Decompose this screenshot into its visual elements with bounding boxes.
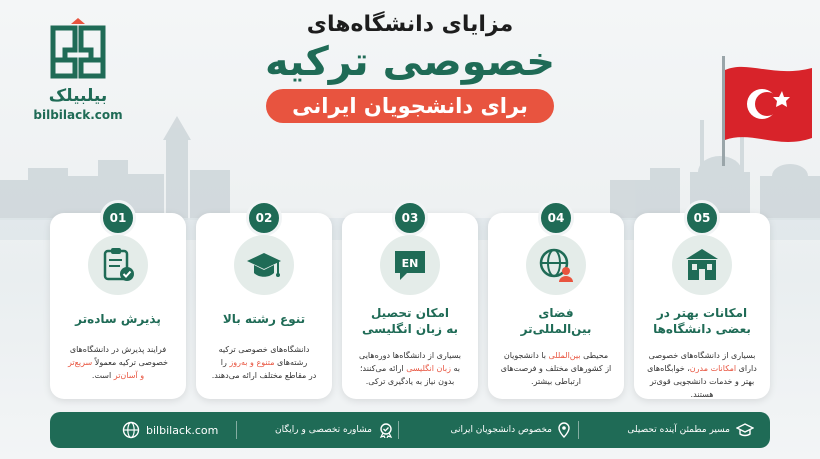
card-number: 03	[392, 200, 428, 236]
card-number: 02	[246, 200, 282, 236]
benefit-cards	[50, 213, 772, 399]
svg-text:EN: EN	[401, 257, 419, 270]
globe-user-icon	[526, 235, 586, 295]
card-title: پذیرش ساده‌تر	[75, 312, 161, 326]
building-icon	[672, 235, 732, 295]
card-number: 04	[538, 200, 574, 236]
card-title: امکان تحصیل به زبان انگلیسی	[361, 306, 459, 336]
award-badge-icon	[378, 422, 394, 438]
en-chat-icon	[380, 235, 440, 295]
card-title: امکانات بهتر در بعضی دانشگاه‌ها	[653, 306, 751, 336]
bilbilack-logo-icon	[47, 18, 109, 80]
footer-item-path: مسیر مطمئن آینده تحصیلی	[627, 412, 754, 448]
card-body: دانشگاه‌های خصوصی ترکیه رشته‌های متنوع و به‌روز را در مقاطع مختلف ارائه می‌دهند.	[211, 345, 317, 380]
card-number: 05	[684, 200, 720, 236]
card-title: تنوع رشته بالا	[222, 312, 306, 326]
benefit-card-04	[488, 213, 624, 399]
brand-website: bilbilack.com	[33, 108, 123, 122]
footer-divider	[236, 421, 237, 439]
benefit-card-05	[634, 213, 770, 399]
graduation-cap-icon	[736, 422, 754, 438]
footer-website-link[interactable]: bilbilack.com	[122, 412, 218, 448]
card-body: محیطی بین‌المللی با دانشجویان از کشورهای مختلف و فرصت‌های ارتباطی بیشتر.	[500, 351, 612, 386]
benefit-card-03	[342, 213, 478, 399]
card-body: فرایند پذیرش در دانشگاه‌های خصوصی ترکیه معمولاً سریع‌تر و آسان‌تر است.	[68, 345, 168, 380]
graduation-cap-icon	[234, 235, 294, 295]
header	[230, 12, 590, 123]
footer-divider	[398, 421, 399, 439]
footer-bar	[50, 412, 770, 448]
footer-item-iranians: مخصوص دانشجویان ایرانی	[450, 412, 570, 448]
brand-logo[interactable]	[28, 18, 128, 122]
title-line1: مزایای دانشگاه‌های	[306, 12, 514, 37]
title-pill: برای دانشجویان ایرانی	[266, 89, 554, 123]
footer-item-consulting: مشاوره تخصصی و رایگان	[275, 412, 394, 448]
benefit-card-01	[50, 213, 186, 399]
card-body: بسیاری از دانشگاه‌های خصوصی دارای امکانات مدرن، خوابگاه‌های بهتر و خدمات دانشجویی قوی‌تر هستند.	[647, 351, 757, 399]
footer-divider	[578, 421, 579, 439]
benefit-card-02	[196, 213, 332, 399]
brand-name: بیلبیلک	[48, 86, 108, 106]
title-line2: خصوصی ترکیه	[264, 39, 556, 85]
globe-icon	[122, 421, 140, 439]
turkey-flag-icon	[718, 56, 814, 166]
card-body: بسیاری از دانشگاه‌ها دوره‌هایی به زبان انگلیسی ارائه می‌کنند؛ بدون نیاز به یادگیری ترکی.	[359, 351, 461, 386]
location-pin-icon	[558, 422, 570, 438]
card-number: 01	[100, 200, 136, 236]
card-title: فضای بین‌المللی‌تر	[520, 306, 592, 336]
checklist-icon	[88, 235, 148, 295]
